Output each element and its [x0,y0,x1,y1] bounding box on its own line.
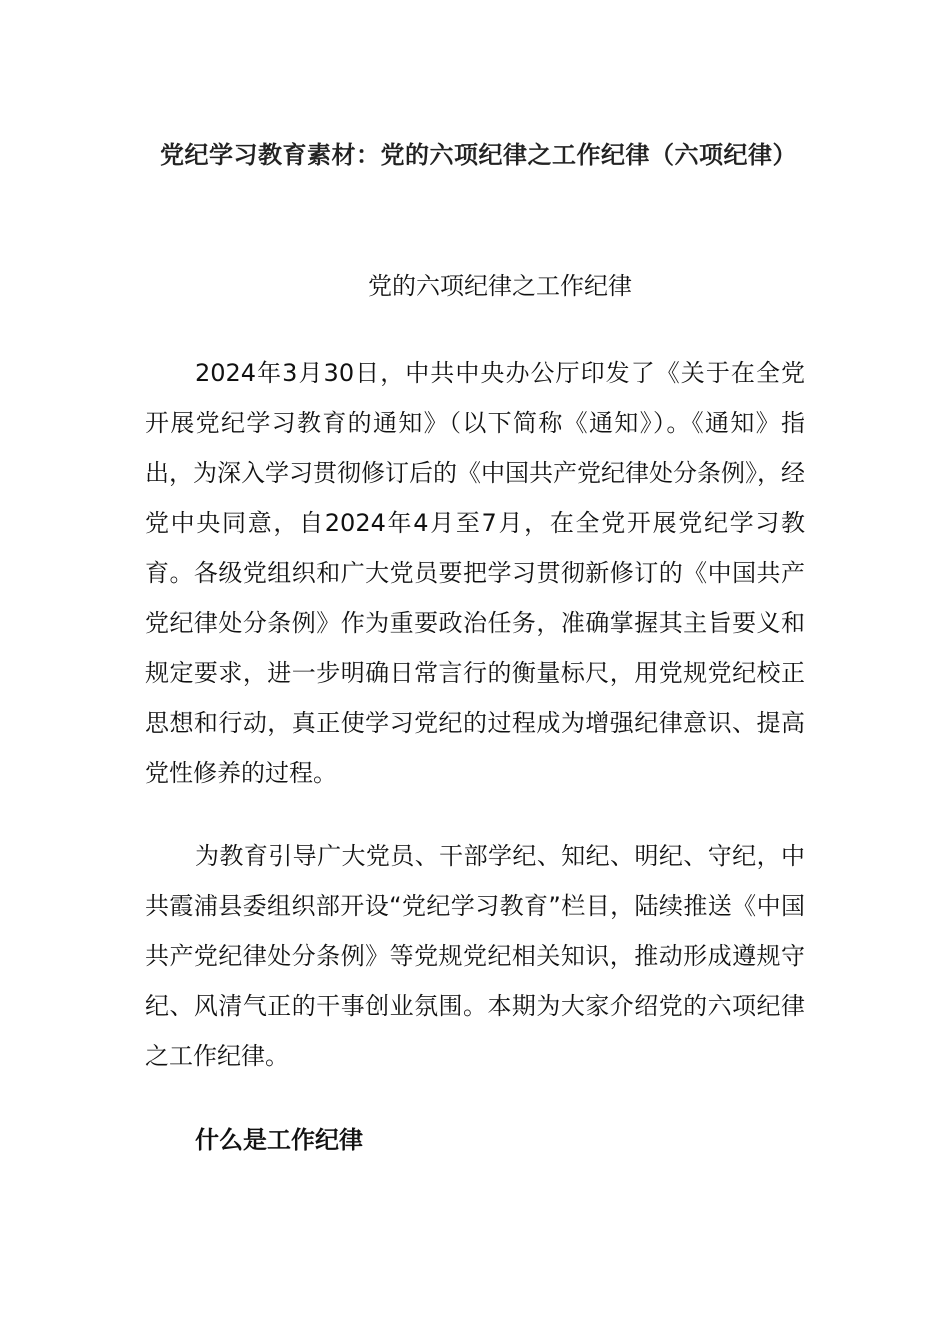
paragraph-intro: 2024年3月30日，中共中央办公厅印发了《关于在全党开展党纪学习教育的通知》（以下简称《通知》）。《通知》指出，为深入学习贯彻修订后的《中国共产党纪律处分条例》，经党中央同意，自2024年4月至7月，在全党开展党纪学习教育。各级党组织和广大党员要把学习贯彻新修订的《中国共产党纪律处分条例》作为重要政治任务，准确掌握其主旨要义和规定要求，进一步明确日常言行的衡量标尺，用党规党纪校正思想和行动，真正使学习党纪的过程成为增强纪律意识、提高党性修养的过程。 [145,359,805,787]
paragraph-column: 为教育引导广大党员、干部学纪、知纪、明纪、守纪，中共霞浦县委组织部开设“党纪学习教育”栏目，陆续推送《中国共产党纪律处分条例》等党规党纪相关知识，推动形成遵规守纪、风清气正的干事创业氛围。本期为大家介绍党的六项纪律之工作纪律。 [145,842,805,1070]
document-title: 党纪学习教育素材：党的六项纪律之工作纪律（六项纪律） [160,141,797,169]
document-subtitle: 党的六项纪律之工作纪律 [368,272,632,300]
section-heading: 什么是工作纪律 [195,1126,363,1154]
